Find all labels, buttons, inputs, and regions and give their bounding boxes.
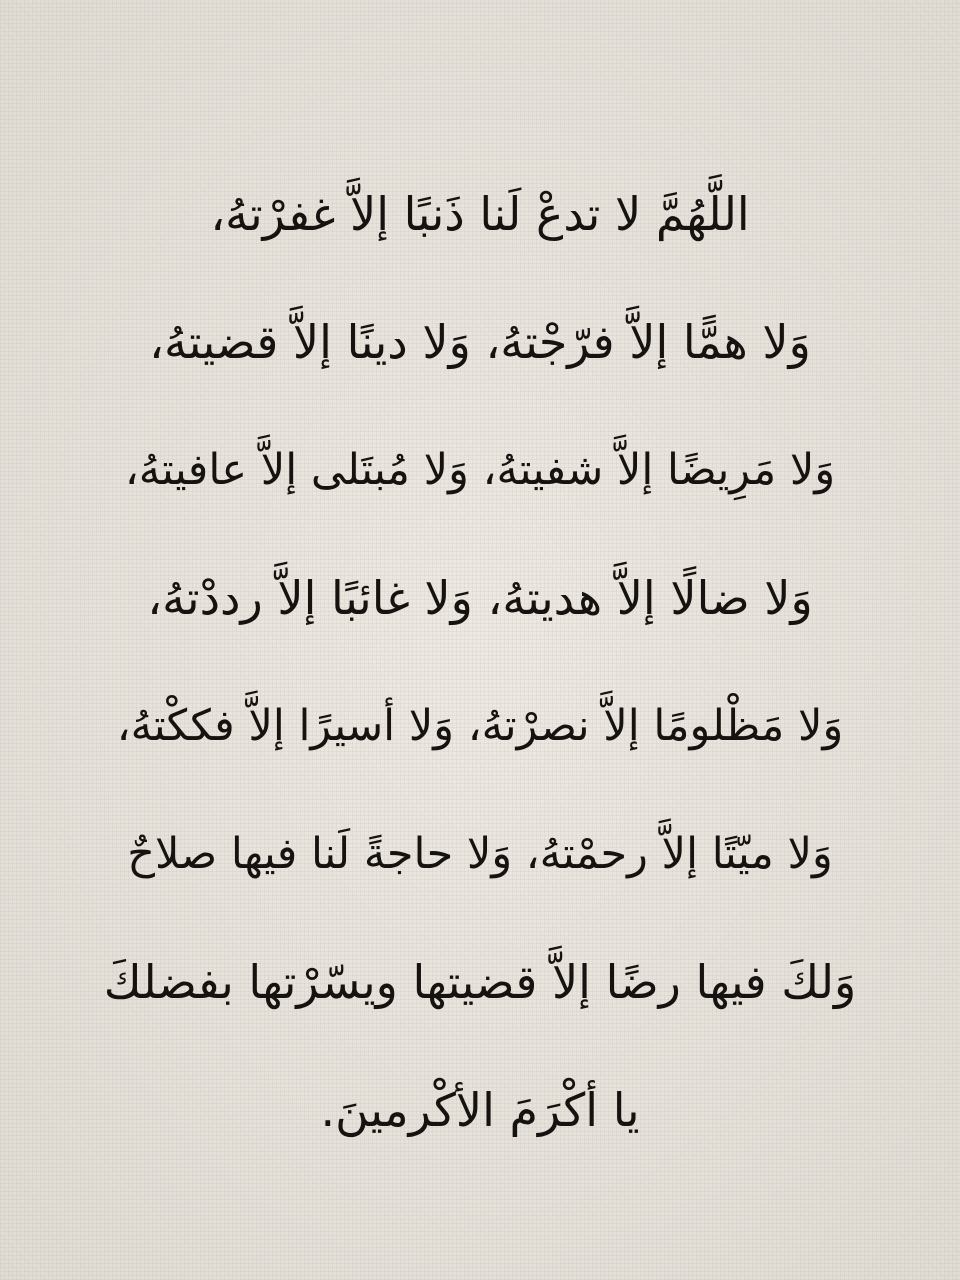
- dua-line-1: اللَّهُمَّ لا تدعْ لَنا ذَنبًا إلاَّ غفرْتهُ،: [210, 187, 750, 241]
- dua-text: [40, 150, 920, 1174]
- dua-line-4: وَلا ضالًا إلاَّ هديتهُ، وَلا غائبًا إلاَّ رددْتهُ،: [147, 571, 813, 625]
- dua-line-7: وَلكَ فيها رضًا إلاَّ قضيتها ويسّرْتها بفضلكَ: [103, 955, 857, 1009]
- dua-line-2: وَلا همًّا إلاَّ فرّجْتهُ، وَلا دينًا إلاَّ قضيتهُ،: [149, 315, 811, 369]
- dua-line-8: يا أكْرَمَ الأكْرمينَ.: [320, 1083, 640, 1137]
- dua-line-6: وَلا ميّتًا إلاَّ رحمْتهُ، وَلا حاجةً لَنا فيها صلاحٌ: [127, 829, 833, 879]
- dua-line-5: وَلا مَظْلومًا إلاَّ نصرْتهُ، وَلا أسيرًا إلاَّ فككْتهُ،: [116, 701, 844, 751]
- dua-line-3: وَلا مَرِيضًا إلاَّ شفيتهُ، وَلا مُبتَلى إلاَّ عافيتهُ،: [124, 445, 836, 495]
